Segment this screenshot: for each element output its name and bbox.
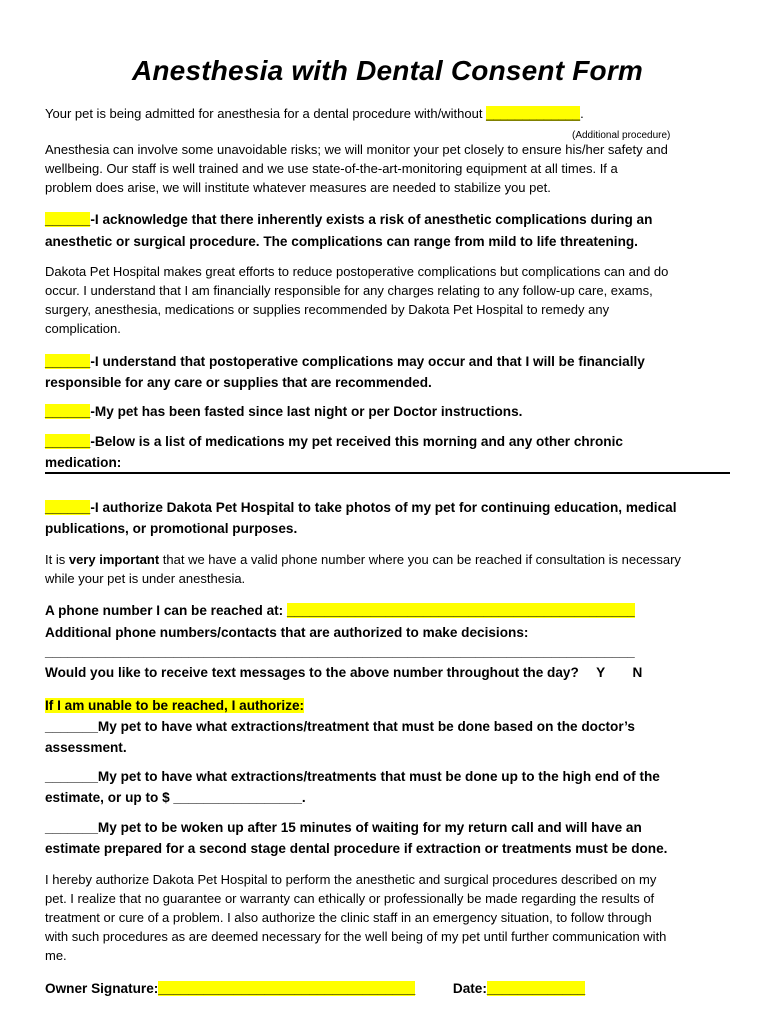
owner-signature-label: Owner Signature: — [45, 981, 159, 996]
signature-line — [45, 978, 730, 999]
closing-paragraph-line-5: me. — [45, 948, 67, 963]
ack-meds-line-1 — [45, 431, 730, 452]
text-question-label: Would you like to receive text messages to the above number throughout the day? — [45, 665, 579, 680]
financial-paragraph-line-3: surgery, anesthesia, medications or supplies recommended by Dakota Pet Hospital to remedy any — [45, 302, 610, 317]
unreachable-heading-line — [45, 695, 730, 716]
risk-paragraph-line-2: wellbeing. Our staff is well trained and we use state-of-the-art-monitoring equipment at all times. If a — [45, 161, 618, 176]
auth-option-2-initials-field[interactable]: _______ — [45, 769, 98, 784]
auth-option-1-initials-field[interactable]: _______ — [45, 719, 98, 734]
ack-photos-text-1: -I authorize Dakota Pet Hospital to take photos of my pet for continuing education, medical — [90, 500, 677, 515]
additional-procedure-field[interactable]: _____________ — [486, 106, 581, 121]
ack-postop-line-1 — [45, 351, 730, 372]
ack-anesthetic-initials-field[interactable]: ______ — [45, 212, 91, 227]
risk-paragraph-line-3: problem does arise, we will institute whatever measures are needed to stabilize you pet. — [45, 180, 551, 195]
auth-option-2-line-1 — [45, 766, 730, 787]
ack-postop-text-1: -I understand that postoperative complications may occur and that I will be financially — [90, 354, 645, 369]
unreachable-heading: If I am unable to be reached, I authorize: — [45, 698, 305, 713]
ack-fasted-line — [45, 401, 730, 422]
phone-note-line-2: while your pet is under anesthesia. — [45, 571, 246, 586]
ack-photos-line-1 — [45, 497, 730, 518]
auth-option-3-text-1: My pet to be woken up after 15 minutes of waiting for my return call and will have an — [97, 820, 642, 835]
ack-meds-line-2: medication: — [45, 455, 122, 470]
form-title: Anesthesia with Dental Consent Form — [131, 55, 644, 86]
ack-anesthetic-line-2: anesthetic or surgical procedure. The complications can range from mild to life threatening. — [45, 234, 638, 249]
ack-fasted-text: -My pet has been fasted since last night or per Doctor instructions. — [90, 404, 523, 419]
text-option-no[interactable]: N — [632, 665, 643, 680]
auth-option-3-line-2: estimate prepared for a second stage dental procedure if extraction or treatments must be done. — [45, 841, 668, 856]
auth-option-1-text-1: My pet to have what extractions/treatment that must be done based on the doctor’s — [97, 719, 635, 734]
ack-fasted-initials-field[interactable]: ______ — [45, 404, 91, 419]
financial-paragraph-line-2: occur. I understand that I am financially responsible for any charges relating to any follow-up care, exams, — [45, 283, 653, 298]
auth-option-2-text-1: My pet to have what extractions/treatments that must be done up to the high end of the — [97, 769, 660, 784]
owner-signature-field[interactable]: __________________________________ — [158, 981, 416, 996]
text-message-question — [45, 662, 730, 683]
phone-primary-field[interactable]: ______________________________________________ — [286, 603, 635, 618]
phone-additional-field[interactable]: ______________________________________________________________________________ — [45, 644, 635, 659]
phone-note-emphasis: very important — [68, 552, 160, 567]
closing-paragraph-line-3: treatment or cure of a problem. I also authorize the clinic staff in an emergency situation, to follow through — [45, 910, 652, 925]
ack-postop-line-2: responsible for any care or supplies that are recommended. — [45, 375, 432, 390]
ack-photos-line-2: publications, or promotional purposes. — [45, 521, 298, 536]
ack-anesthetic-line-1 — [45, 209, 730, 230]
auth-option-1-line-2: assessment. — [45, 740, 127, 755]
phone-primary-line — [45, 600, 730, 621]
auth-option-3-line-1 — [45, 817, 730, 838]
auth-option-2-line-2[interactable]: estimate, or up to $ _________________. — [45, 790, 306, 805]
ack-photos-initials-field[interactable]: ______ — [45, 500, 91, 515]
text-option-yes[interactable]: Y — [596, 665, 605, 680]
auth-option-1-line-1 — [45, 716, 730, 737]
date-label: Date: — [452, 981, 487, 996]
intro-end: . — [580, 106, 584, 121]
medications-entry-line[interactable] — [45, 472, 730, 474]
financial-paragraph-line-4: complication. — [45, 321, 121, 336]
closing-paragraph-line-2: pet. I realize that no guarantee or warranty can ethically or professionally be made regarding the results of — [45, 891, 655, 906]
closing-paragraph-line-1: I hereby authorize Dakota Pet Hospital to perform the anesthetic and surgical procedures described on my — [45, 872, 657, 887]
risk-paragraph-line-1: Anesthesia can involve some unavoidable risks; we will monitor your pet closely to ensure his/her safety and — [45, 142, 668, 157]
ack-anesthetic-text-1: -I acknowledge that there inherently exists a risk of anesthetic complications during an — [90, 212, 653, 227]
date-field[interactable]: _____________ — [486, 981, 586, 996]
intro-text: Your pet is being admitted for anesthesia for a dental procedure with/without — [45, 106, 487, 121]
phone-note-line-1 — [45, 550, 730, 570]
financial-paragraph-line-1: Dakota Pet Hospital makes great efforts to reduce postoperative complications but complications can and do — [45, 264, 669, 279]
additional-procedure-caption: (Additional procedure) — [572, 130, 671, 141]
intro-line — [45, 104, 730, 124]
phone-primary-label: A phone number I can be reached at: — [45, 603, 287, 618]
phone-note-pre: It is — [45, 552, 69, 567]
ack-meds-text-1: -Below is a list of medications my pet received this morning and any other chronic — [90, 434, 623, 449]
closing-paragraph-line-4: with such procedures as are deemed necessary for the well being of my pet until further communication with — [45, 929, 667, 944]
phone-note-post: that we have a valid phone number where you can be reached if consultation is necessary — [159, 552, 681, 567]
ack-postop-initials-field[interactable]: ______ — [45, 354, 91, 369]
auth-option-3-initials-field[interactable]: _______ — [45, 820, 98, 835]
ack-meds-initials-field[interactable]: ______ — [45, 434, 91, 449]
phone-additional-label: Additional phone numbers/contacts that are authorized to make decisions: — [45, 625, 529, 640]
